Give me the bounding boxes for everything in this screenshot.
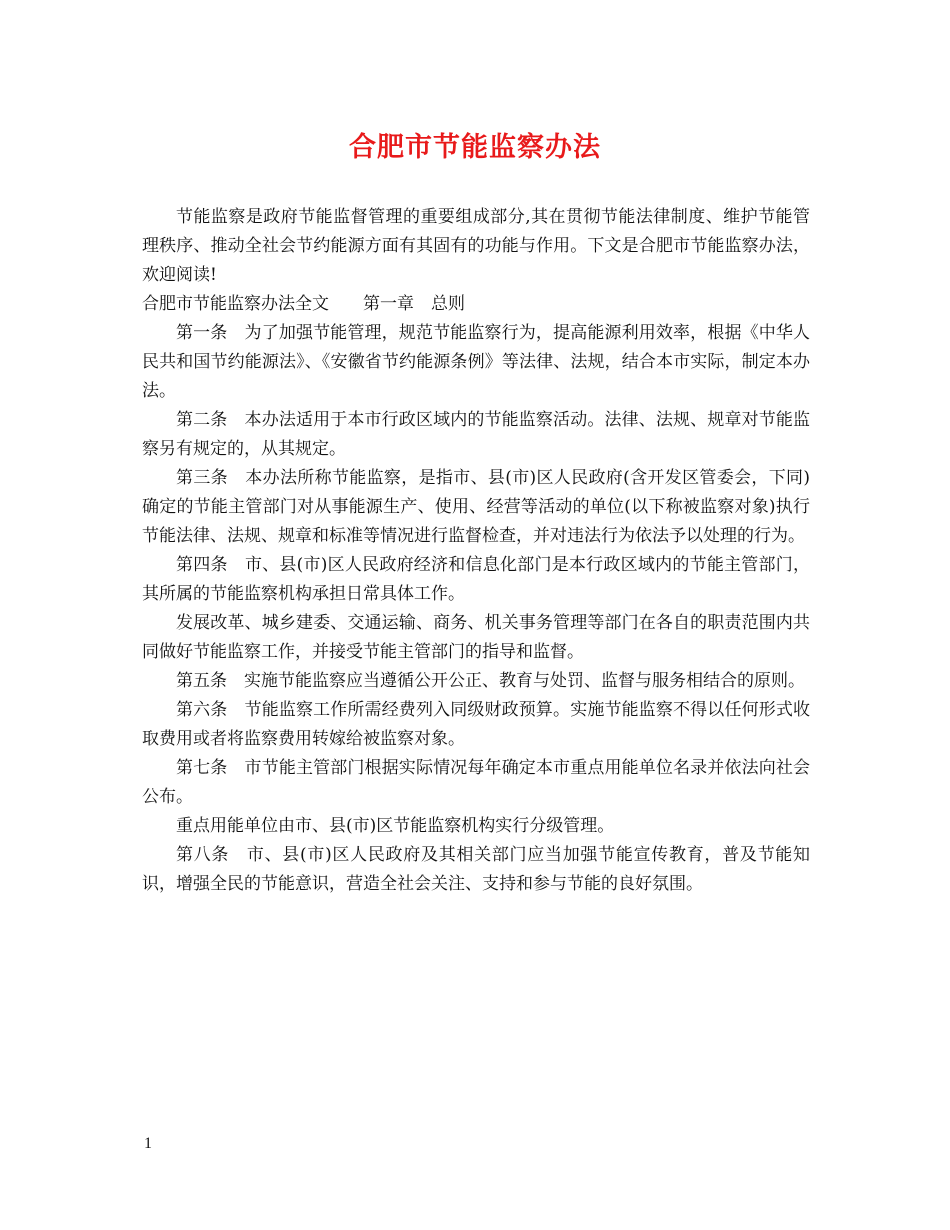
body-paragraph: 第三条 本办法所称节能监察，是指市、县(市)区人民政府(含开发区管委会，下同)确定的节能主管部门对从事能源生产、使用、经营等活动的单位(以下称被监察对象)执行节能法律、法规、规章和标准等情况进行监督检查，并对违法行为依法予以处理的行为。 bbox=[142, 468, 810, 546]
body-paragraph: 第八条 市、县(市)区人民政府及其相关部门应当加强节能宣传教育，普及节能知识，增强全民的节能意识，营造全社会关注、支持和参与节能的良好氛围。 bbox=[142, 845, 810, 894]
body-paragraph: 第七条 市节能主管部门根据实际情况每年确定本市重点用能单位名录并依法向社会公布。 bbox=[142, 758, 810, 807]
body-paragraph: 发展改革、城乡建委、交通运输、商务、机关事务管理等部门在各自的职责范围内共同做好节能监察工作，并接受节能主管部门的指导和监督。 bbox=[142, 613, 810, 662]
body-paragraph: 第五条 实施节能监察应当遵循公开公正、教育与处罚、监督与服务相结合的原则。 bbox=[176, 671, 805, 691]
body-paragraph: 第一条 为了加强节能管理，规范节能监察行为，提高能源利用效率，根据《中华人民共和国节约能源法》、《安徽省节约能源条例》等法律、法规，结合本市实际，制定本办法。 bbox=[142, 323, 810, 401]
page-number: 1 bbox=[144, 1135, 152, 1152]
document-title: 合肥市节能监察办法 bbox=[349, 132, 601, 163]
body-paragraph: 第四条 市、县(市)区人民政府经济和信息化部门是本行政区域内的节能主管部门，其所属的节能监察机构承担日常具体工作。 bbox=[142, 555, 810, 604]
document-body bbox=[142, 203, 810, 899]
body-paragraph: 节能监察是政府节能监督管理的重要组成部分,其在贯彻节能法律制度、维护节能管理秩序、推动全社会节约能源方面有其固有的功能与作用。下文是合肥市节能监察办法，欢迎阅读! bbox=[142, 207, 810, 285]
body-paragraph: 第二条 本办法适用于本市行政区域内的节能监察活动。法律、法规、规章对节能监察另有规定的，从其规定。 bbox=[142, 410, 810, 459]
section-heading: 合肥市节能监察办法全文 第一章 总则 bbox=[142, 294, 465, 314]
body-paragraph: 重点用能单位由市、县(市)区节能监察机构实行分级管理。 bbox=[176, 816, 615, 836]
body-paragraph: 第六条 节能监察工作所需经费列入同级财政预算。实施节能监察不得以任何形式收取费用或者将监察费用转嫁给被监察对象。 bbox=[142, 700, 810, 749]
